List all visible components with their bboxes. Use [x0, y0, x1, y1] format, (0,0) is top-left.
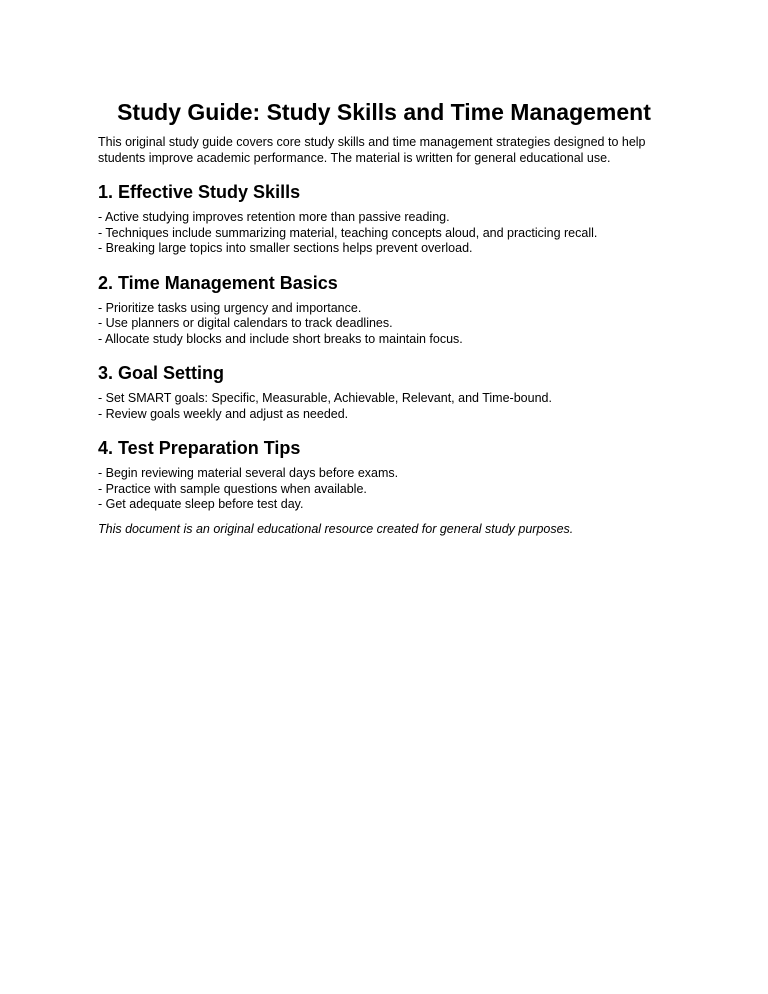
footer-note: This document is an original educational resource created for general study purposes. [98, 521, 574, 536]
intro-paragraph: This original study guide covers core study skills and time management strategies designed to help students improve academic performance. The material is written for general educational use. [98, 135, 646, 165]
list-item: - Allocate study blocks and include short breaks to maintain focus. [98, 331, 463, 346]
section-list [98, 466, 670, 513]
list-item: - Techniques include summarizing material, teaching concepts aloud, and practicing recall. [98, 225, 598, 240]
section-effective-study-skills [98, 181, 670, 257]
list-item: - Breaking large topics into smaller sections helps prevent overload. [98, 241, 473, 255]
section-heading: 3. Goal Setting [98, 363, 225, 383]
section-list [98, 301, 670, 348]
list-item: - Get adequate sleep before test day. [98, 497, 304, 511]
section-goal-setting [98, 362, 670, 422]
list-item: - Active studying improves retention more than passive reading. [98, 210, 450, 224]
section-list [98, 210, 670, 257]
list-item: - Begin reviewing material several days before exams. [98, 466, 399, 480]
section-heading: 4. Test Preparation Tips [98, 438, 301, 458]
section-heading: 1. Effective Study Skills [98, 182, 301, 202]
section-time-management-basics [98, 272, 670, 348]
section-test-preparation-tips [98, 437, 670, 513]
section-heading: 2. Time Management Basics [98, 272, 338, 293]
list-item: - Practice with sample questions when available. [98, 481, 367, 496]
list-item: - Review goals weekly and adjust as needed. [98, 406, 349, 421]
document-title: Study Guide: Study Skills and Time Management [117, 99, 651, 125]
list-item: - Set SMART goals: Specific, Measurable, Achievable, Relevant, and Time-bound. [98, 391, 552, 405]
section-list [98, 391, 670, 422]
list-item: - Prioritize tasks using urgency and importance. [98, 300, 362, 315]
list-item: - Use planners or digital calendars to track deadlines. [98, 316, 393, 330]
document-page [98, 98, 670, 537]
